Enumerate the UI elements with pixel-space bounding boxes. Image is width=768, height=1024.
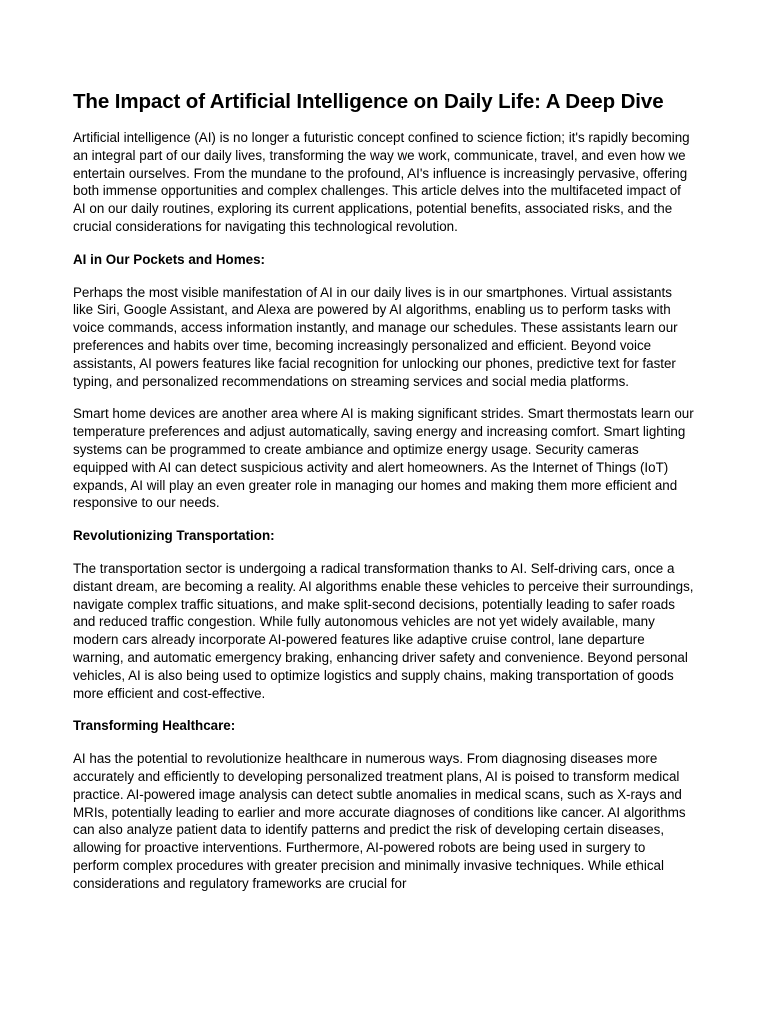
- document-page: [73, 88, 695, 907]
- section-heading-pockets-homes: AI in Our Pockets and Homes:: [73, 251, 265, 267]
- intro-paragraph: Artificial intelligence (AI) is no longer a futuristic concept confined to science fiction; it's rapidly becoming an integral part of our daily lives, transforming the way we work, communicate, travel, and even how we entertain ourselves. From the mundane to the profound, AI's influence is increasingly pervasive, offering both immense opportunities and complex challenges. This article delves into the multifaceted impact of AI on our daily routines, exploring its current applications, potential benefits, associated risks, and the crucial considerations for navigating this technological revolution.: [73, 130, 690, 234]
- article-title: The Impact of Artificial Intelligence on Daily Life: A Deep Dive: [73, 90, 664, 113]
- section-heading-healthcare: Transforming Healthcare:: [73, 718, 236, 734]
- section-heading-transportation: Revolutionizing Transportation:: [73, 528, 275, 544]
- section-paragraph: The transportation sector is undergoing a radical transformation thanks to AI. Self-driving cars, once a distant dream, are becoming a reality. AI algorithms enable these vehicles to perceive their surroundings, navigate complex traffic situations, and make split-second decisions, potentially leading to safer roads and reduced traffic congestion. While fully autonomous vehicles are not yet widely available, many modern cars already incorporate AI-powered features like adaptive cruise control, lane departure warning, and automatic emergency braking, enhancing driver safety and convenience. Beyond personal vehicles, AI is also being used to optimize logistics and supply chains, making transportation of goods more efficient and cost-effective.: [73, 560, 694, 701]
- section-paragraph: Smart home devices are another area where AI is making significant strides. Smart thermostats learn our temperature preferences and adjust automatically, saving energy and increasing comfort. Smart lighting systems can be programmed to create ambiance and optimize energy usage. Security cameras equipped with AI can detect suspicious activity and alert homeowners. As the Internet of Things (IoT) expands, AI will play an even greater role in managing our homes and making them more efficient and responsive to our needs.: [73, 406, 694, 511]
- section-paragraph: Perhaps the most visible manifestation of AI in our daily lives is in our smartphones. Virtual assistants like Siri, Google Assistant, and Alexa are powered by AI algorithms, enabling us to perform tasks with voice commands, access information instantly, and manage our schedules. These assistants learn our preferences and habits over time, becoming increasingly personalized and efficient. Beyond voice assistants, AI powers features like facial recognition for unlocking our phones, predictive text for faster typing, and personalized recommendations on streaming services and social media platforms.: [73, 284, 678, 389]
- section-paragraph: AI has the potential to revolutionize healthcare in numerous ways. From diagnosing diseases more accurately and efficiently to developing personalized treatment plans, AI is poised to transform medical practice. AI-powered image analysis can detect subtle anomalies in medical scans, such as X-rays and MRIs, potentially leading to earlier and more accurate diagnoses of conditions like cancer. AI algorithms can also analyze patient data to identify patterns and predict the risk of developing certain diseases, allowing for proactive interventions. Furthermore, AI-powered robots are being used in surgery to perform complex procedures with greater precision and minimally invasive techniques. While ethical considerations and regulatory frameworks are crucial for: [73, 751, 686, 891]
